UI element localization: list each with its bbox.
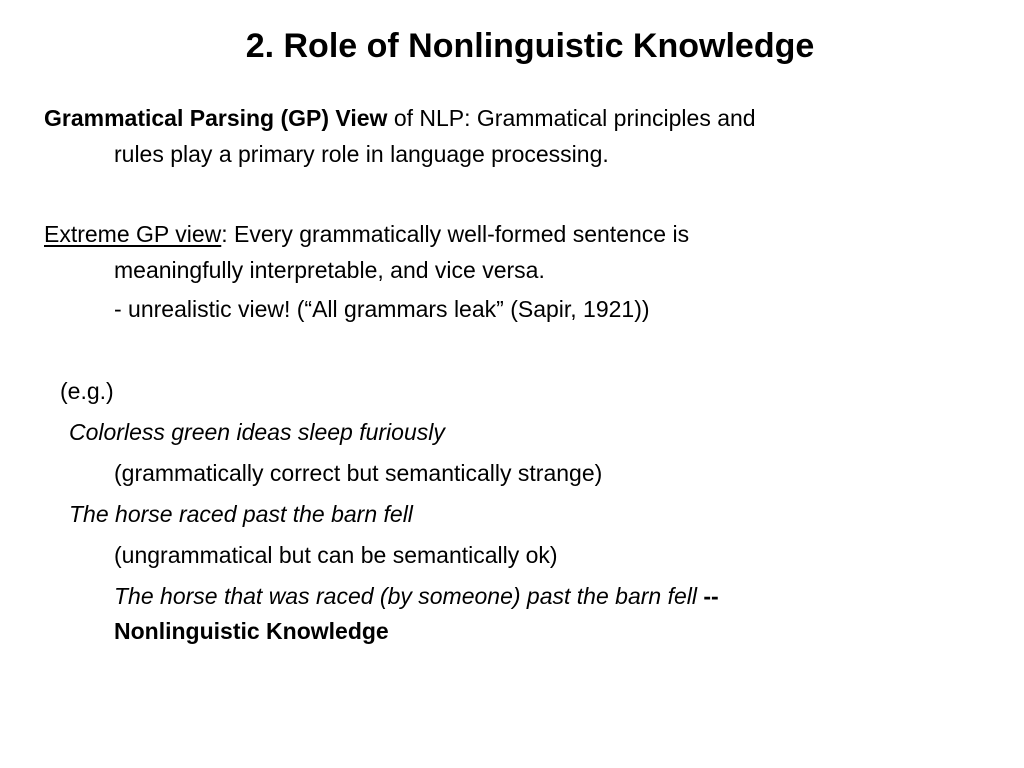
gp-view-line-1 xyxy=(44,104,756,132)
gp-view-line-2: rules play a primary role in language processing. xyxy=(114,141,609,167)
extreme-gp-line-2: meaningfully interpretable, and vice versa. xyxy=(114,257,545,283)
gp-view-term: Grammatical Parsing (GP) View xyxy=(44,105,388,131)
example-2-paraphrase: The horse that was raced (by someone) past the barn fell xyxy=(114,583,697,609)
example-label: (e.g.) xyxy=(60,378,114,404)
example-2-conclusion: Nonlinguistic Knowledge xyxy=(114,618,389,644)
extreme-gp-definition: : Every grammatically well-formed sentence is xyxy=(221,221,690,247)
example-2-sentence: The horse raced past the barn fell xyxy=(69,501,413,527)
extreme-gp-line-1 xyxy=(44,220,689,248)
slide-title: 2. Role of Nonlinguistic Knowledge xyxy=(245,27,815,65)
example-1-note: (grammatically correct but semantically strange) xyxy=(114,460,603,486)
example-1-sentence: Colorless green ideas sleep furiously xyxy=(69,419,445,445)
example-2-note: (ungrammatical but can be semantically ok) xyxy=(114,542,558,568)
example-2-dash: -- xyxy=(696,583,719,609)
extreme-gp-term: Extreme GP view xyxy=(44,221,222,247)
example-2-paraphrase-line xyxy=(114,582,719,610)
extreme-gp-critique: - unrealistic view! (“All grammars leak” (Sapir, 1921)) xyxy=(114,296,650,322)
gp-view-definition: of NLP: Grammatical principles and xyxy=(387,105,756,131)
